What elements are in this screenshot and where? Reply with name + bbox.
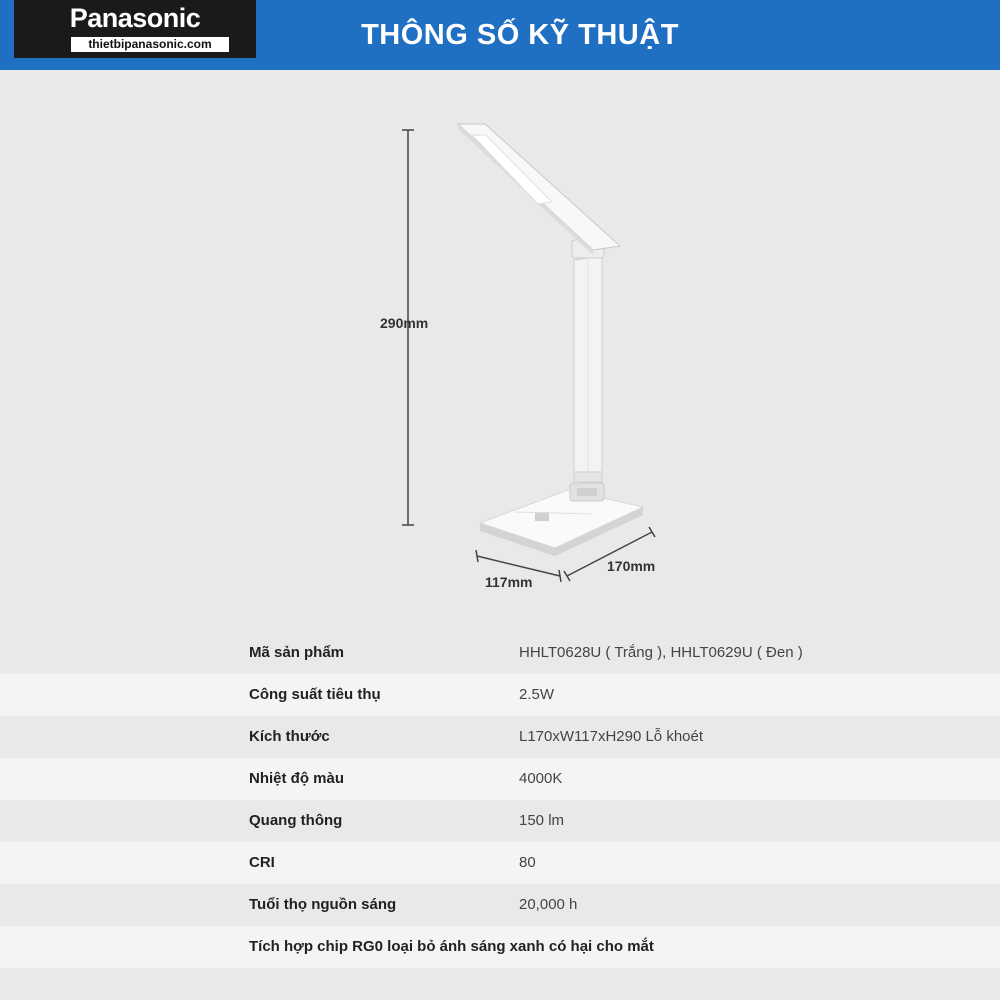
- header-bar: [0, 0, 1000, 70]
- spec-table: [0, 632, 1000, 968]
- spec-value: 150 lm: [519, 812, 565, 829]
- spec-row: [0, 842, 1000, 884]
- brand-logo[interactable]: [14, 0, 256, 58]
- spec-value: L170xW117xH290 Lỗ khoét: [519, 728, 704, 745]
- width-dimension-label: 117mm: [485, 574, 533, 590]
- spec-label: Quang thông: [249, 812, 343, 829]
- spec-label: Mã sản phẩm: [249, 644, 345, 661]
- spec-row: [0, 674, 1000, 716]
- lamp-head: [458, 124, 620, 255]
- spec-label: Công suất tiêu thụ: [249, 686, 381, 703]
- logo-site-text: thietbipanasonic.com: [71, 37, 229, 52]
- spec-value: 80: [519, 854, 536, 871]
- spec-value: HHLT0628U ( Trắng ), HHLT0629U ( Đen ): [519, 644, 803, 661]
- spec-row: [0, 758, 1000, 800]
- spec-row: [0, 926, 1000, 968]
- lamp-lower-hinge: [570, 483, 604, 501]
- page-title: THÔNG SỐ KỸ THUẬT: [361, 19, 679, 51]
- spec-label: CRI: [249, 854, 275, 871]
- spec-row: [0, 884, 1000, 926]
- spec-row: [0, 632, 1000, 674]
- depth-dimension-label: 170mm: [607, 558, 656, 574]
- spec-label: Kích thước: [249, 728, 330, 745]
- spec-row: [0, 716, 1000, 758]
- spec-value: 2.5W: [519, 686, 555, 703]
- lamp-dimension-figure: [330, 110, 710, 600]
- lamp-base: [480, 490, 643, 556]
- height-dimension-label: 290mm: [380, 315, 429, 331]
- spec-label: Tuổi thọ nguồn sáng: [249, 896, 397, 913]
- spec-value: 20,000 h: [519, 896, 578, 913]
- lamp-illustration: [330, 110, 710, 600]
- logo-brand-text: Panasonic: [69, 3, 201, 33]
- spec-label: Tích hợp chip RG0 loại bỏ ánh sáng xanh có hại cho mắt: [249, 938, 654, 955]
- lamp-arm: [574, 256, 602, 484]
- spec-row: [0, 800, 1000, 842]
- spec-label: Nhiệt độ màu: [249, 770, 345, 787]
- spec-value: 4000K: [519, 770, 563, 787]
